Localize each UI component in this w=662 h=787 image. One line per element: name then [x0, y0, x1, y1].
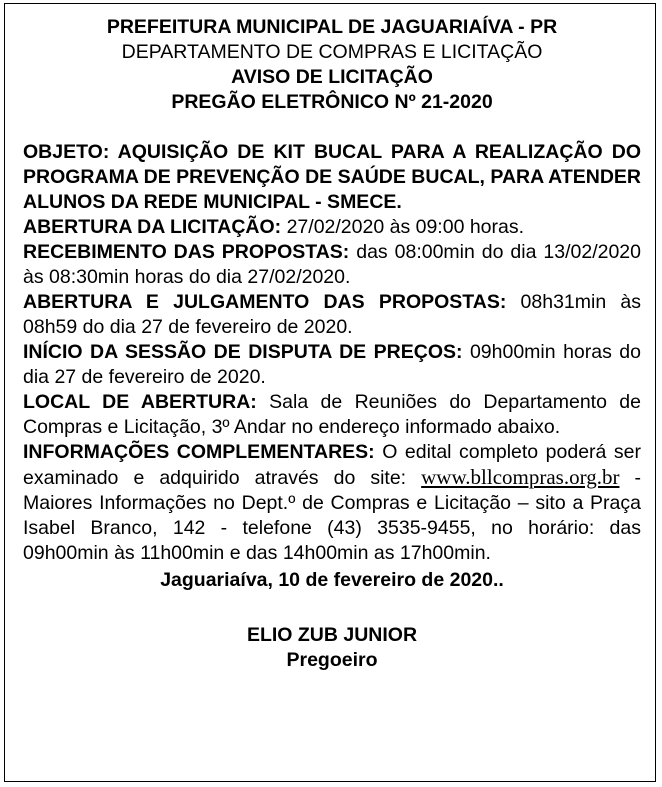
informacoes-paragraph: [23, 440, 641, 566]
recebimento-value: das 08:00min do dia 13/02/2020 às 08:30min horas do dia 27/02/2020.: [23, 241, 641, 288]
bll-website-link[interactable]: www.bllcompras.org.br: [421, 465, 620, 489]
abertura-value: 27/02/2020 às 09:00 horas.: [281, 216, 525, 238]
informacoes-value-after: - Maiores Informações no Dept.º de Compras e Licitação – sito a Praça Isabel Branco, 142 - telefone (43) 3535-9455, no horário: das 09h00min às 11h00min e das 14h00min as 17h00min.: [23, 467, 641, 564]
header-prefeitura: PREFEITURA MUNICIPAL DE JAGUARIAÍVA - PR: [106, 16, 558, 38]
local-label: LOCAL DE ABERTURA:: [23, 391, 257, 413]
inicio-value: 09h00min horas do dia 27 de fevereiro de 2020.: [23, 341, 641, 388]
julgamento-paragraph: [23, 290, 641, 340]
licitacao-notice: [4, 3, 656, 782]
recebimento-label: RECEBIMENTO DAS PROPOSTAS:: [23, 241, 350, 263]
recebimento-paragraph: [23, 240, 641, 290]
local-paragraph: [23, 390, 641, 440]
julgamento-label: ABERTURA E JULGAMENTO DAS PROPOSTAS:: [23, 291, 507, 313]
header-aviso: AVISO DE LICITAÇÃO: [231, 66, 433, 88]
header-pregao: PREGÃO ELETRÔNICO Nº 21-2020: [171, 91, 493, 113]
informacoes-label: INFORMAÇÕES COMPLEMENTARES:: [23, 441, 375, 463]
notice-header: [23, 15, 641, 115]
abertura-paragraph: [23, 215, 641, 240]
signature-name: ELIO ZUB JUNIOR: [246, 624, 418, 646]
objeto-paragraph: OBJETO: AQUISIÇÃO DE KIT BUCAL PARA A REALIZAÇÃO DO PROGRAMA DE PREVENÇÃO DE SAÚDE BUCAL, PARA ATENDER ALUNOS DA REDE MUNICIPAL - SMECE.: [23, 141, 641, 213]
informacoes-value-before: O edital completo poderá ser examinado e adquirido através do site:: [23, 441, 641, 489]
local-value: Sala de Reuniões do Departamento de Compras e Licitação, 3º Andar no endereço informado abaixo.: [23, 391, 641, 438]
inicio-paragraph: [23, 340, 641, 390]
header-departamento: DEPARTAMENTO DE COMPRAS E LICITAÇÃO: [121, 41, 543, 63]
date-line: Jaguariaíva, 10 de fevereiro de 2020..: [160, 569, 504, 591]
inicio-label: INÍCIO DA SESSÃO DE DISPUTA DE PREÇOS:: [23, 341, 463, 363]
signature-role: Pregoeiro: [286, 649, 378, 671]
julgamento-value: 08h31min às 08h59 do dia 27 de fevereiro de 2020.: [23, 291, 642, 338]
abertura-label: ABERTURA DA LICITAÇÃO:: [23, 216, 282, 238]
